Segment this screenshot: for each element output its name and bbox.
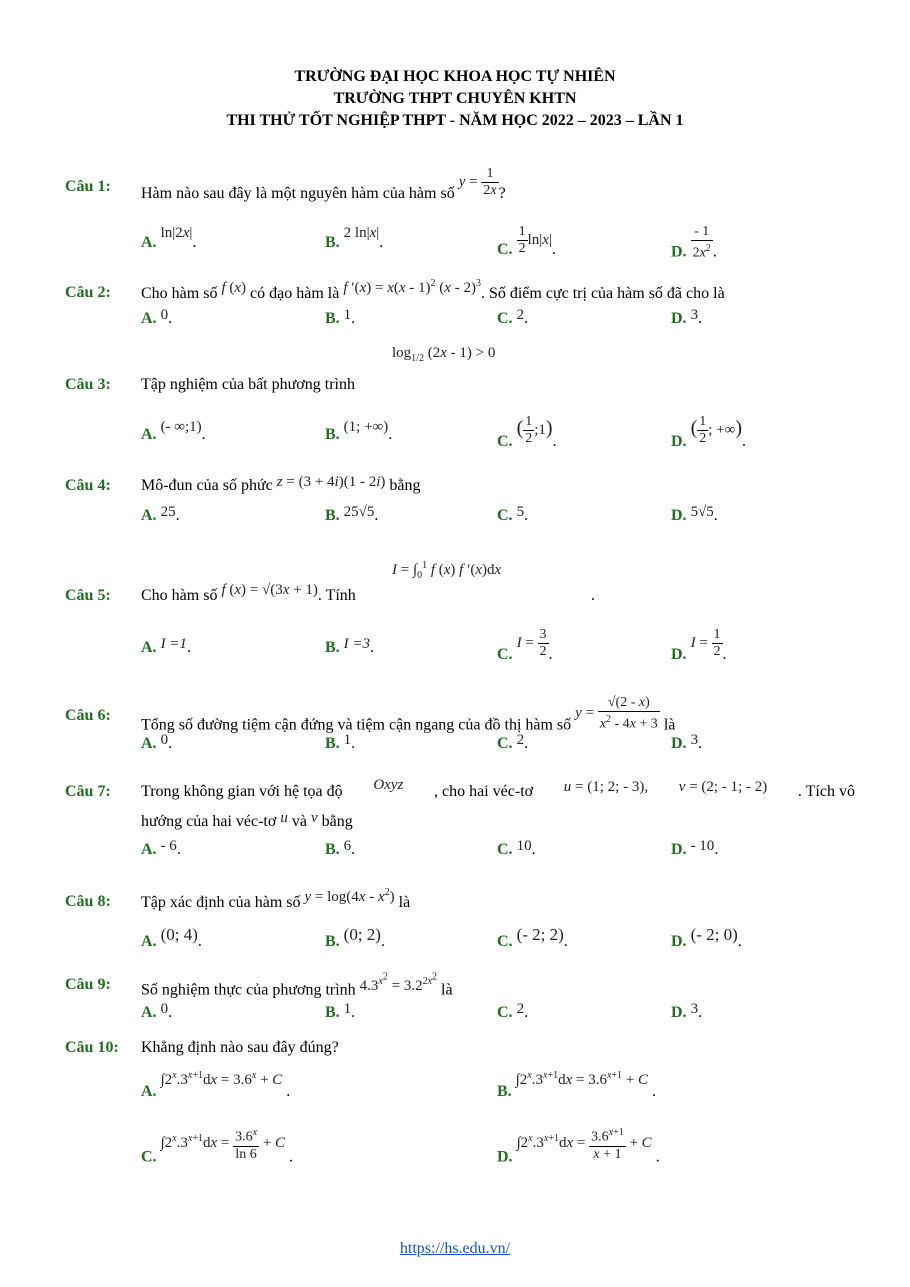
website-link[interactable]: https://hs.edu.vn/: [399, 1240, 511, 1257]
option-a[interactable]: A. I =1.: [141, 636, 191, 656]
math-formula: $4.3^{x^2} = 3.2^{2x^2}$: [359, 972, 438, 995]
exam-header: [0, 66, 910, 132]
math-formula: (- ∞;1): [160, 419, 202, 435]
question-number: Câu 2:: [65, 284, 111, 301]
math-formula: y = $\frac{1}{2x}$: [458, 166, 497, 198]
option-d[interactable]: D. - 10.: [671, 838, 719, 858]
option-c[interactable]: C. $\int 2^x.3^{x+1}dx$ = $\frac{3.6^x}{\ln 6}$ + C .: [141, 1127, 294, 1166]
option-b[interactable]: B. (1; +∞).: [325, 419, 393, 443]
question-number: Câu 4:: [65, 477, 111, 494]
exam-title: THI THỬ TỐT NGHIỆP THPT - NĂM HỌC 2022 – 2023 – LẦN 1: [226, 112, 684, 129]
option-b[interactable]: B. 1.: [325, 1001, 356, 1021]
math-formula: Oxyz: [373, 777, 404, 793]
question-text: Khẳng định nào sau đây đúng?: [141, 1039, 339, 1056]
option-b[interactable]: B. (0; 2).: [325, 925, 385, 950]
question-number: Câu 9:: [65, 976, 111, 993]
option-a[interactable]: A. 0.: [141, 1001, 173, 1021]
question-8: Câu 8: Tập xác định của hàm số $y = \log(4x - x^2)$ là A. (0; 4). B. (0; 2). C. (- 2; 2). D. (- 2; 0).: [65, 887, 742, 950]
math-formula: $\int 2^x.3^{x+1}dx = 3.6^x + C$: [160, 1070, 283, 1088]
math-formula: I = $\frac{3}{2}$: [516, 627, 547, 659]
math-formula: v = (2; - 1; - 2): [678, 779, 768, 795]
question-number: Câu 6:: [65, 707, 111, 724]
option-d[interactable]: D. (- 2; 0).: [671, 925, 742, 950]
math-formula: $\frac{- 1}{2x^2}$: [692, 224, 711, 261]
math-formula: 2 ln|x|: [343, 225, 380, 241]
option-c[interactable]: C. I = $\frac{3}{2}$ .: [497, 627, 553, 663]
question-number: Câu 5:: [65, 587, 111, 604]
question-number: Câu 3:: [65, 376, 111, 393]
option-d[interactable]: D. 5√5.: [671, 504, 718, 524]
question-6: Câu 6: Tổng số đường tiệm cận đứng và tiệm cận ngang của đồ thị hàm số y = $\frac{√(2 - x)}{x^2 - 4x + 3}$ là A. 0. B. 1. C. 2. D. 3.: [65, 695, 703, 752]
option-c[interactable]: C. 5.: [497, 504, 529, 524]
math-formula: z = (3 + 4i)(1 - 2i): [276, 474, 386, 490]
option-a[interactable]: A. ln|2x|.: [141, 225, 197, 251]
option-d[interactable]: D. 3.: [671, 307, 703, 327]
question-number: Câu 7:: [65, 783, 111, 800]
option-b[interactable]: B. 2 ln|x|.: [325, 225, 384, 251]
math-formula: $\int 2^x.3^{x+1}dx$ = $\frac{3.6^{x+1}}{x + 1}$ + C: [516, 1127, 652, 1162]
math-formula: $y = \log(4x - x^2)$: [304, 887, 395, 905]
option-a[interactable]: A. 0.: [141, 307, 173, 327]
math-formula: $I = \int_0^1$ f (x) f ′(x)dx: [392, 560, 502, 581]
option-a[interactable]: A. - 6.: [141, 838, 181, 858]
option-b[interactable]: B. $\int 2^x.3^{x+1}dx = 3.6^{x+1} + C$ .: [497, 1070, 657, 1100]
question-9: Câu 9: Số nghiệm thực của phương trình $4.3^{x^2} = 3.2^{2x^2}$ là A. 0. B. 1. C. 2. D. 3.: [65, 972, 703, 1021]
option-c[interactable]: C. 2.: [497, 732, 529, 752]
option-d[interactable]: D. ( $\frac{1}{2}$ ; +∞).: [671, 414, 746, 450]
question-2: Câu 2: Cho hàm số f (x) có đạo hàm là f ′(x) = x(x - 1)$^2$ (x - 2)$^3$. Số điểm cực trị của hàm số đã cho là A. 0. B. 1. C. 2. D. 3.: [65, 278, 725, 327]
question-number: Câu 1:: [65, 178, 111, 195]
option-a[interactable]: A. 0.: [141, 732, 173, 752]
option-d[interactable]: D. 3.: [671, 1001, 703, 1021]
question-number: Câu 8:: [65, 893, 111, 910]
option-c[interactable]: C. $\frac{1}{2}$ ln|x|.: [497, 224, 556, 258]
math-formula: ( $\frac{1}{2}$ ;1): [516, 414, 553, 446]
math-formula: u = (1; 2; - 3),: [563, 779, 649, 795]
school-subname: TRƯỜNG THPT CHUYÊN KHTN: [333, 90, 577, 107]
option-a[interactable]: A. (0; 4).: [141, 925, 202, 950]
option-b[interactable]: B. 1.: [325, 732, 356, 752]
option-d[interactable]: D. $\int 2^x.3^{x+1}dx$ = $\frac{3.6^{x+1}}{x + 1}$ + C .: [497, 1127, 660, 1166]
option-a[interactable]: A. (- ∞;1).: [141, 419, 206, 443]
question-text: Tập nghiệm của bất phương trình: [141, 376, 355, 393]
math-formula: ( $\frac{1}{2}$ ; +∞): [690, 414, 742, 446]
option-c[interactable]: C. (- 2; 2).: [497, 925, 568, 950]
math-formula: ln|2x|: [160, 225, 193, 241]
option-a[interactable]: A. $\int 2^x.3^{x+1}dx = 3.6^x + C$ .: [141, 1070, 291, 1100]
option-c[interactable]: C. ( $\frac{1}{2}$ ;1).: [497, 414, 557, 450]
math-formula: f ′(x) = x(x - 1)$^2$ (x - 2)$^3$: [343, 278, 481, 296]
option-d[interactable]: D. I = $\frac{1}{2}$ .: [671, 627, 727, 663]
footer: [0, 1240, 910, 1258]
option-c[interactable]: C. 2.: [497, 307, 529, 327]
question-7: Câu 7: Trong không gian với hệ tọa độ Oxyz , cho hai véc-tơ u = (1; 2; - 3), v = (2; - 1; - 2) . Tích vô hướng của hai véc-tơ u và v bằng A. - 6. B. 6. C. 10. D. - 10.: [65, 777, 855, 858]
math-formula: I = $\frac{1}{2}$: [690, 627, 721, 659]
question-4: Câu 4: Mô-đun của số phức z = (3 + 4i)(1 - 2i) bằng A. 25. B. 25√5. C. 5. D. 5√5.: [65, 474, 718, 524]
math-formula: $\frac{1}{2}$ ln|x|: [518, 224, 552, 256]
math-formula: $\log_{1/2} (2x - 1) > 0$: [392, 345, 496, 364]
option-a[interactable]: A. 25.: [141, 504, 180, 524]
option-c[interactable]: C. 10.: [497, 838, 536, 858]
option-b[interactable]: B. 6.: [325, 838, 356, 858]
option-d[interactable]: D. 3.: [671, 732, 703, 752]
option-c[interactable]: C. 2.: [497, 1001, 529, 1021]
math-formula: f (x) = √(3x + 1): [221, 582, 318, 598]
option-d[interactable]: D. $\frac{- 1}{2x^2}$ .: [671, 224, 717, 261]
question-3: [65, 376, 855, 450]
question-number: Câu 10:: [65, 1039, 119, 1056]
question-10: [65, 1039, 855, 1169]
math-formula: f (x): [221, 280, 247, 296]
school-name: TRƯỜNG ĐẠI HỌC KHOA HỌC TỰ NHIÊN: [294, 68, 616, 85]
math-formula: $\int 2^x.3^{x+1}dx = 3.6^{x+1} + C$: [515, 1070, 649, 1088]
math-formula: (1; +∞): [343, 419, 389, 435]
math-formula: y = $\frac{√(2 - x)}{x^2 - 4x + 3}$: [575, 695, 658, 732]
math-formula: $\int 2^x.3^{x+1}dx$ = $\frac{3.6^x}{\ln 6}$ + C: [160, 1127, 286, 1162]
option-b[interactable]: B. 25√5.: [325, 504, 379, 524]
question-text: Hàm nào sau đây là một nguyên hàm của hàm số: [141, 184, 455, 202]
option-b[interactable]: B. I =3.: [325, 636, 375, 656]
option-b[interactable]: B. 1.: [325, 307, 356, 327]
question-1: Câu 1: Hàm nào sau đây là một nguyên hàm của hàm số y = $\frac{1}{2x}$ ? A. ln|2x|. B. 2 ln|x|. C. $\frac{1}{2}$ ln|x|. D. $\frac{- 1}{2x^2}$ .: [65, 178, 855, 258]
question-5: Câu 5: Cho hàm số f (x) = √(3x + 1). Tính . A. I =1. B. I =3. C. I = $\frac{3}{2}$ . D. I = $\frac{1}{2}$ .: [65, 587, 855, 667]
